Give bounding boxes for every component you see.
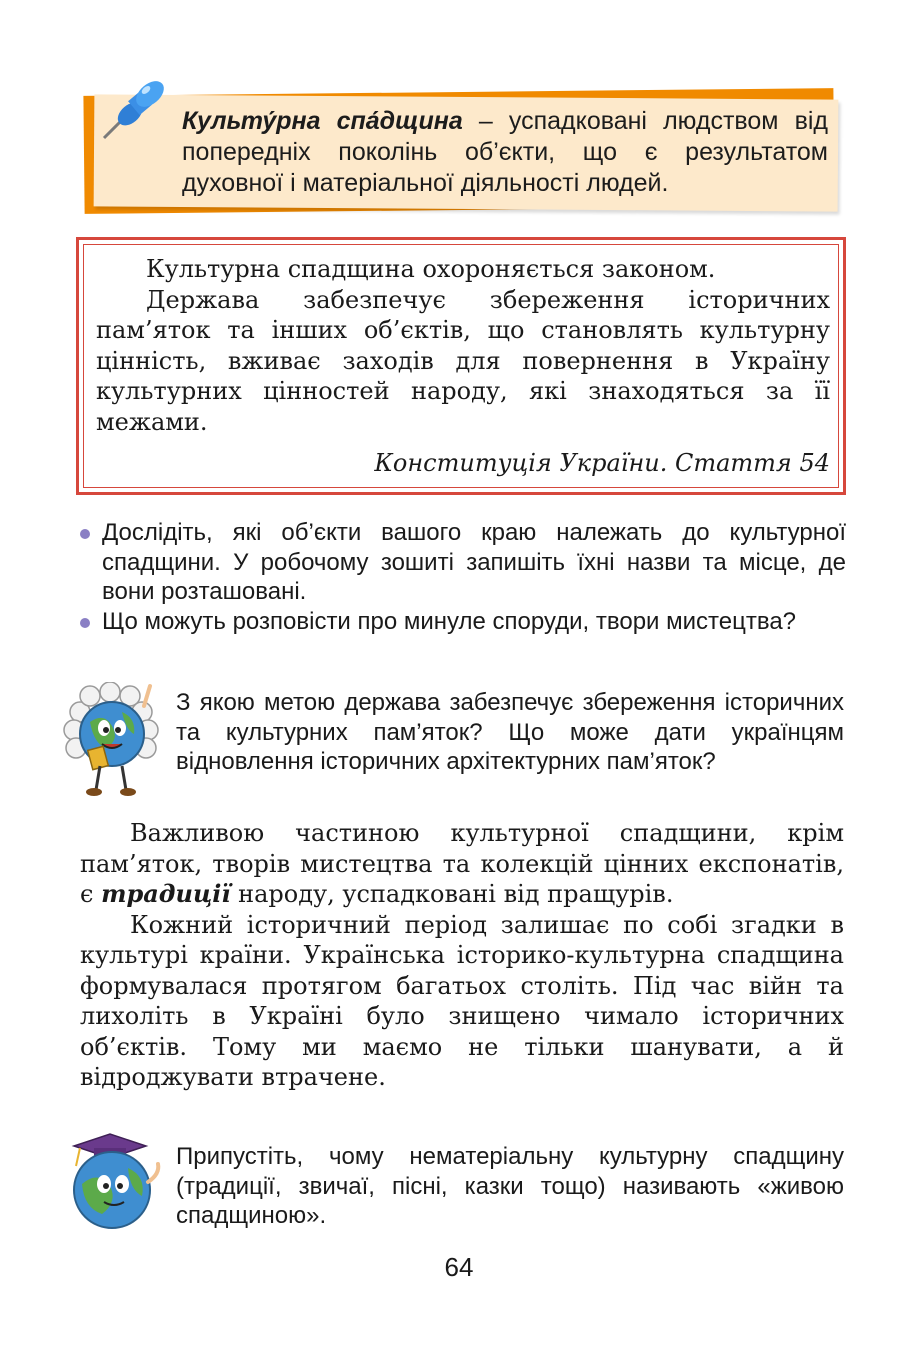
quote-source: Конституція України. Стаття 54 <box>374 449 830 477</box>
paragraph-1: Важливою частиною культурної спадщини, крім пам’яток, творів мистецтва та колекцій цінних експонатів, є традиції народу, успадковані від пращурів. <box>80 819 844 908</box>
definition-term: Культу́рна спа́дщина <box>182 107 463 135</box>
globe-graduate-mascot-icon <box>60 1130 168 1236</box>
definition-text <box>182 106 828 199</box>
question-2: Припустіть, чому нематеріальну культурну спадщину (традиції, звичаї, пісні, казки тощо) називають «живою спадщиною». <box>176 1143 844 1229</box>
definition-body: – успадковані людством від попередніх поколінь об’єкти, що є результатом духовної і матеріальної діяльності людей. <box>182 107 828 197</box>
emphasis-traditions: традиції <box>101 879 231 908</box>
list-item: Дослідіть, які об’єкти вашого краю належать до культурної спадщини. У робочому зошиті запишіть їхні назви та місце, де вони розташовані. <box>80 518 846 607</box>
quote-line-2: Держава забезпечує збереження історичних пам’яток та інших об’єктів, що становлять культурну цінність, вживає заходів для повернення в Україну культурних цінностей народу, які знаходяться за її межами. <box>96 285 830 436</box>
constitution-quote-text <box>96 254 830 437</box>
list-item: Що можуть розповісти про минуле споруди, твори мистецтва? <box>80 607 846 637</box>
question-1: З якою метою держава забезпечує збереження історичних та культурних пам’яток? Що може дати українцям відновлення історичних архітектурних пам’яток? <box>176 689 844 775</box>
quote-line-1: Культурна спадщина охороняється законом. <box>146 255 716 283</box>
paragraph-2: Кожний історичний період залишає по собі згадки в культурі країни. Українська історико-культурна спадщина формувалася протягом багатьох століть. Під час війн та лихоліть в Україні було знищено чимало історичних об’єктів. Тому ми маємо не тільки шанувати, а й відроджувати втрачене. <box>80 910 844 1091</box>
globe-judge-mascot-icon <box>60 682 166 798</box>
bullet-icon <box>80 618 90 628</box>
pushpin-icon <box>96 76 176 146</box>
main-text <box>80 818 844 1093</box>
page-number: 64 <box>444 1252 474 1282</box>
bullet-icon <box>80 529 90 539</box>
task-list <box>80 518 846 636</box>
